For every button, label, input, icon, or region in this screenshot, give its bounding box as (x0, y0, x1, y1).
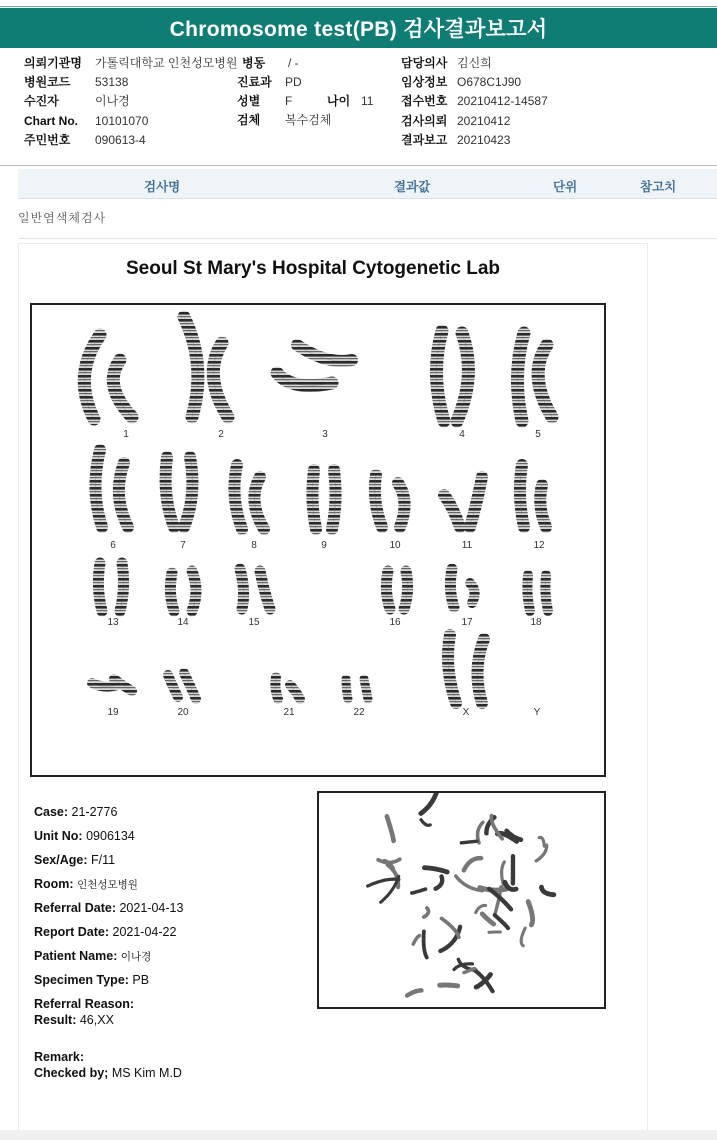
result-table-header (18, 169, 717, 199)
clinical-info-value: O678C1J90 (457, 75, 522, 89)
age-label: 나이 (327, 94, 351, 108)
clinical-info-label: 임상정보 (401, 75, 448, 89)
patient-info (0, 0, 717, 160)
metaphase-panel (317, 791, 606, 1009)
request-date-value: 20210412 (457, 114, 511, 128)
chromosome-label: 12 (533, 540, 545, 551)
chromosome-label: 11 (461, 540, 473, 551)
metaphase-chromosome (440, 985, 458, 986)
metaphase-chromosome (464, 858, 481, 870)
chromosome-label: 21 (283, 707, 295, 718)
metaphase-chromosome (423, 908, 429, 918)
metaphase-chromosome (542, 887, 555, 895)
metaphase-chromosome (436, 877, 443, 889)
chromosome-label: 19 (107, 707, 119, 718)
id-no-value: 090613-4 (95, 133, 146, 147)
chromosome-shape (184, 457, 192, 527)
column-result: 결과값 (394, 180, 431, 194)
report-date-label: 결과보고 (401, 133, 448, 147)
metaphase-chromosome (442, 918, 459, 937)
report-date-value: 20210423 (457, 133, 511, 147)
sex-value: F (285, 94, 293, 108)
chromosome-label: Y (533, 707, 541, 718)
remark-line: Remark: (34, 1050, 85, 1064)
room-line: Room: 인천성모병원 (34, 877, 138, 891)
chart-no-value: 10101070 (95, 114, 149, 128)
attending-label: 담당의사 (401, 56, 448, 70)
requesting-institution-label: 의뢰기관명 (24, 56, 82, 70)
metaphase-chromosome (478, 822, 483, 842)
chromosome-label: 6 (110, 540, 116, 551)
chromosome-label: 17 (461, 617, 473, 628)
referral-date-line: Referral Date: 2021-04-13 (34, 901, 184, 915)
metaphase-chromosome (539, 837, 544, 846)
sex-label: 성별 (237, 94, 261, 108)
section-label: 일반염색체검사 (18, 211, 107, 225)
chromosome-shape (119, 463, 128, 527)
result-line: Result: 46,XX (34, 1013, 114, 1027)
requesting-institution-value: 가톨릭대학교 인천성모병원 (95, 56, 238, 70)
metaphase-chromosome (424, 931, 427, 957)
patient-name-line: Patient Name: 이나경 (34, 949, 152, 963)
hospital-code-value: 53138 (95, 75, 129, 89)
department-label: 진료과 (237, 75, 272, 89)
checked-by-line: Checked by; MS Kim M.D (34, 1066, 182, 1080)
chromosome-label: 10 (389, 540, 401, 551)
lab-title: Seoul St Mary's Hospital Cytogenetic Lab (125, 258, 501, 279)
id-no-label: 주민번호 (24, 133, 71, 147)
karyogram-image (32, 305, 604, 775)
chart-no-label: Chart No. (24, 114, 78, 128)
report-date-line: Report Date: 2021-04-22 (34, 925, 177, 939)
chromosome-shape (213, 343, 228, 417)
metaphase-chromosome (424, 868, 447, 872)
divider (18, 238, 717, 239)
chromosome-shape (444, 495, 460, 527)
metaphase-chromosome (407, 990, 421, 995)
chromosome-label: 5 (535, 429, 541, 440)
metaphase-chromosome (412, 889, 426, 893)
chromosome-shape (260, 571, 270, 609)
chromosome-label: 15 (248, 617, 260, 628)
chromosome-label: 9 (321, 540, 327, 551)
chromosome-shape (470, 477, 482, 527)
chromosome-shape (448, 635, 456, 703)
chromosome-label: 22 (353, 707, 365, 718)
report-title: Chromosome test(PB) 검사결과보고서 (0, 8, 717, 48)
metaphase-chromosome (482, 914, 494, 924)
specimen-value: 복수검체 (285, 113, 332, 127)
specimen-label: 검체 (237, 113, 261, 127)
chromosome-label: 2 (218, 429, 224, 440)
metaphase-chromosome (488, 932, 500, 933)
chromosome-label: 1 (123, 429, 129, 440)
referral-reason-line: Referral Reason: (34, 997, 135, 1011)
chromosome-label: 3 (322, 429, 328, 440)
metaphase-chromosome (387, 816, 394, 840)
patient-value: 이나경 (95, 94, 130, 108)
attending-value: 김신희 (457, 56, 492, 70)
receipt-no-label: 접수번호 (401, 94, 448, 108)
chromosome-label: 13 (107, 617, 119, 628)
chromosome-label: 20 (177, 707, 189, 718)
ward-value: / - (288, 56, 299, 70)
divider (0, 165, 717, 166)
chromosome-shape (113, 360, 132, 417)
unit-no-line: Unit No: 0906134 (34, 829, 135, 843)
column-test-name: 검사명 (144, 180, 181, 194)
chromosome-label: 18 (530, 617, 542, 628)
chromosome-shape (290, 685, 300, 699)
metaphase-chromosome (378, 859, 400, 862)
receipt-no-value: 20210412-14587 (457, 94, 548, 108)
chromosome-label: 7 (180, 540, 186, 551)
metaphase-chromosome (460, 841, 477, 843)
page-footer (0, 1130, 717, 1140)
chromosome-shape (457, 333, 468, 421)
sex-age-line: Sex/Age: F/11 (34, 853, 116, 867)
chromosome-label: 8 (251, 540, 257, 551)
chromosome-shape (277, 373, 332, 385)
metaphase-chromosome (521, 928, 525, 946)
metaphase-chromosome (528, 902, 532, 926)
department-value: PD (285, 75, 302, 89)
patient-label: 수진자 (24, 94, 59, 108)
metaphase-chromosome (421, 793, 438, 814)
chromosome-shape (538, 345, 552, 417)
case-line: Case: 21-2776 (34, 805, 118, 819)
metaphase-image (319, 793, 604, 1007)
metaphase-chromosome (463, 969, 474, 973)
metaphase-chromosome (476, 905, 486, 912)
metaphase-chromosome (536, 845, 547, 861)
chromosome-shape (375, 475, 382, 527)
request-date-label: 검사의뢰 (401, 114, 448, 128)
chromosome-label: 16 (389, 617, 401, 628)
chromosome-label: X (462, 707, 470, 718)
column-unit: 단위 (553, 180, 578, 194)
metaphase-chromosome (413, 936, 419, 945)
karyogram-panel (30, 303, 606, 777)
chromosome-label: 4 (459, 429, 465, 440)
chromosome-shape (166, 457, 174, 527)
chromosome-shape (254, 477, 264, 529)
chromosome-label: 14 (177, 617, 189, 628)
column-reference: 참고치 (640, 180, 677, 194)
age-value: 11 (361, 94, 374, 108)
specimen-type-line: Specimen Type: PB (34, 973, 150, 987)
metaphase-chromosome (495, 915, 508, 928)
ward-label: 병동 (242, 56, 266, 70)
hospital-code-label: 병원코드 (24, 75, 71, 89)
metaphase-chromosome (421, 820, 430, 826)
